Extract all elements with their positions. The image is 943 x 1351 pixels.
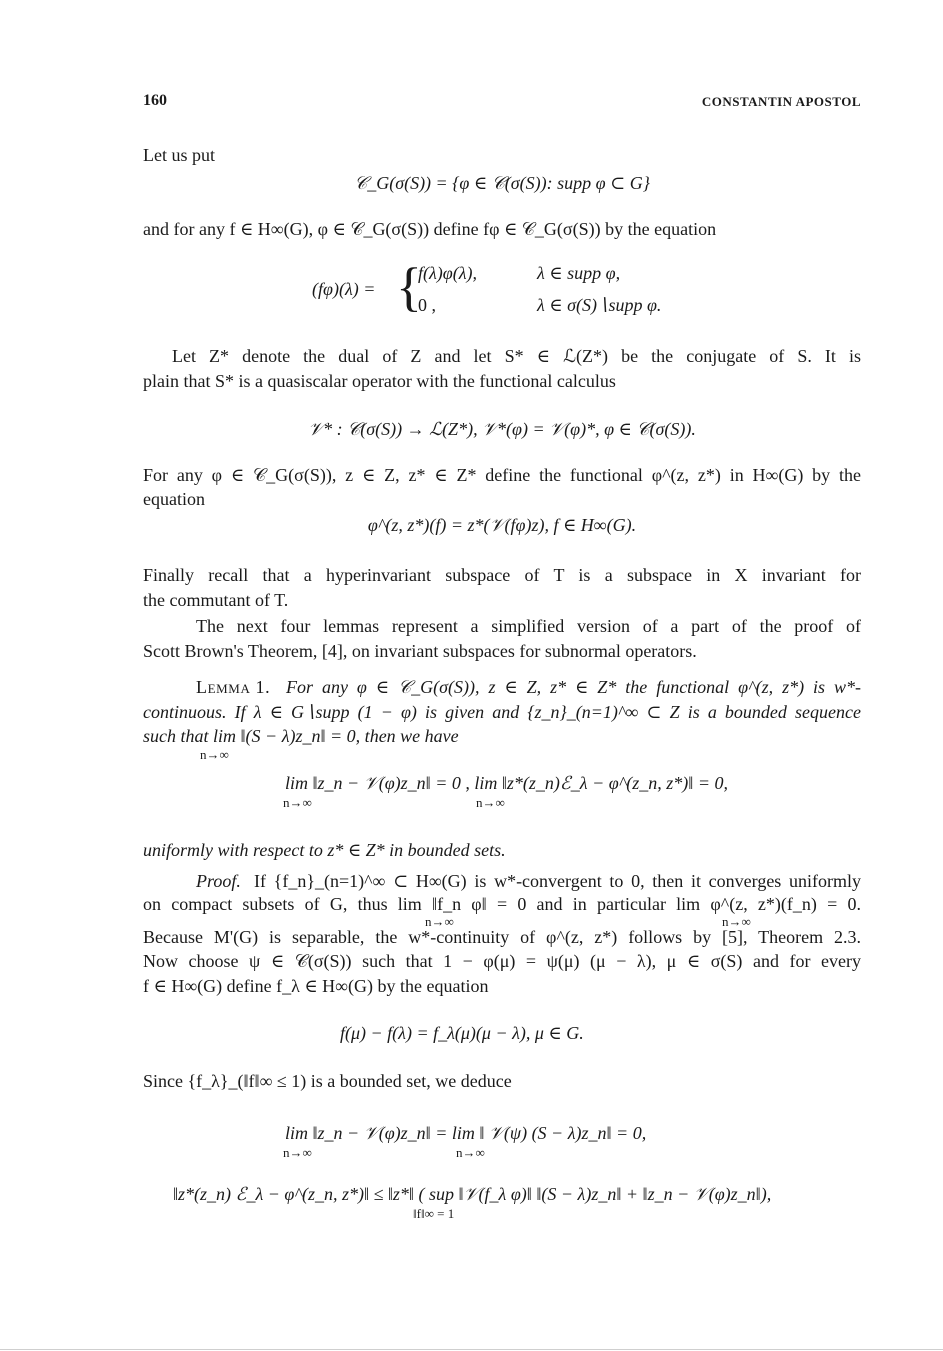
proof-line-4: Now choose ψ ∈ 𝒞(σ(S)) such that 1 − φ(μ) = ψ(μ) (μ − λ), μ ∈ σ(S) and for every [143,951,861,971]
equation-limit-zn: lim ‖z_n − 𝒱(φ)z_n‖ = lim ‖ 𝒱(ψ) (S − λ)z_n‖ = 0, [285,1123,647,1143]
proof-line-2: on compact subsets of G, thus lim ‖f_n φ‖ = 0 and in particular lim φ^(z, z*)(f_n) = 0. [143,894,861,914]
scan-bottom-edge [0,1349,943,1350]
equation-lemma-sub-2: n→∞ [476,795,505,810]
paragraph-hyperinvariant-line-1: Finally recall that a hyperinvariant subspace of T is a subspace in X invariant for [143,565,861,585]
equation-condition-2: λ ∈ σ(S)∖supp φ. [537,295,662,315]
lemma-label: Lemma 1. [196,677,271,697]
paragraph-intro: Let us put [143,145,215,165]
lemma-statement-line-4: uniformly with respect to z* ∈ Z* in bounded sets. [143,840,506,860]
running-header-author: CONSTANTIN APOSTOL [701,94,861,109]
paragraph-dual-line-2: plain that S* is a quasiscalar operator with the functional calculus [143,371,616,391]
equation-final-estimate: ‖z*(z_n) ℰ_λ − φ^(z_n, z*)‖ ≤ ‖z*‖ ( sup ‖𝒱(f_λ φ)‖ ‖(S − λ)z_n‖ + ‖z_n − 𝒱(φ)z_n‖), [173,1184,772,1204]
lemma-statement-line-2: continuous. If λ ∈ G∖supp (1 − φ) is given and {z_n}_(n=1)^∞ ⊂ Z is a bounded sequence [143,702,861,722]
equation-functional-definition: φ^(z, z*)(f) = z*(𝒱(fφ)z), f ∈ H∞(G). [367,515,637,535]
page-number: 160 [143,92,167,109]
lemma-statement-line-3: such that lim ‖(S − λ)z_n‖ = 0, then we have [143,726,459,746]
equation-lemma-sub-1: n→∞ [283,795,312,810]
paragraph-next-lemmas-line-2: Scott Brown's Theorem, [4], on invariant subspaces for subnormal operators. [143,641,697,661]
proof-line-1: If {f_n}_(n=1)^∞ ⊂ H∞(G) is w*-convergent to 0, then it converges uniformly [254,871,861,891]
paragraph-functional-line-2: equation [143,489,205,509]
equation-lemma-limits: lim ‖z_n − 𝒱(φ)z_n‖ = 0 , lim ‖z*(z_n)ℰ_λ − φ^(z_n, z*)‖ = 0, [285,773,728,793]
lemma-limit-subscript: n→∞ [200,747,229,762]
paragraph-next-lemmas-line-1: The next four lemmas represent a simplified version of a part of the proof of [196,616,861,636]
equation-functional-calculus: 𝒱* : 𝒞(σ(S)) → ℒ(Z*), 𝒱*(φ) = 𝒱(φ)*, φ ∈ 𝒞(σ(S)). [308,419,696,439]
equation-case-1: f(λ)φ(λ), [418,263,478,283]
proof-line-5: f ∈ H∞(G) define f_λ ∈ H∞(G) by the equation [143,976,489,996]
equation-brace: { [396,257,422,317]
equation-condition-1: λ ∈ supp φ, [537,263,621,283]
proof-line-3: Because M'(G) is separable, the w*-continuity of φ^(z, z*) follows by [5], Theorem 2.3. [143,927,861,947]
paragraph-dual-line-1: Let Z* denote the dual of Z and let S* ∈ ℒ(Z*) be the conjugate of S. It is [172,346,861,366]
paragraph-bounded-set: Since {f_λ}_(‖f‖∞ ≤ 1) is a bounded set, we deduce [143,1071,512,1091]
paragraph-define-fphi: and for any f ∈ H∞(G), φ ∈ 𝒞_G(σ(S)) define fφ ∈ 𝒞_G(σ(S)) by the equation [143,219,717,239]
equation-limit-zn-sub-1: n→∞ [283,1145,312,1160]
paragraph-hyperinvariant-line-2: the commutant of T. [143,590,289,610]
equation-final-estimate-sub: ‖f‖∞ = 1 [413,1206,455,1221]
paragraph-functional-line-1: For any φ ∈ 𝒞_G(σ(S)), z ∈ Z, z* ∈ Z* define the functional φ^(z, z*) in H∞(G) by the [143,465,861,485]
equation-cg-definition: 𝒞_G(σ(S)) = {φ ∈ 𝒞(σ(S)): supp φ ⊂ G} [354,173,650,193]
equation-difference-quotient: f(μ) − f(λ) = f_λ(μ)(μ − λ), μ ∈ G. [340,1023,584,1043]
equation-piecewise-lhs: (fφ)(λ) = [312,279,376,299]
proof-label: Proof. [196,871,241,891]
equation-case-2: 0 , [418,295,436,315]
proof-line-2-sub-1: n→∞ [425,914,454,929]
proof-line-2-sub-2: n→∞ [722,914,751,929]
lemma-statement-line-1: For any φ ∈ 𝒞_G(σ(S)), z ∈ Z, z* ∈ Z* the functional φ^(z, z*) is w*- [286,677,861,697]
equation-limit-zn-sub-2: n→∞ [456,1145,485,1160]
